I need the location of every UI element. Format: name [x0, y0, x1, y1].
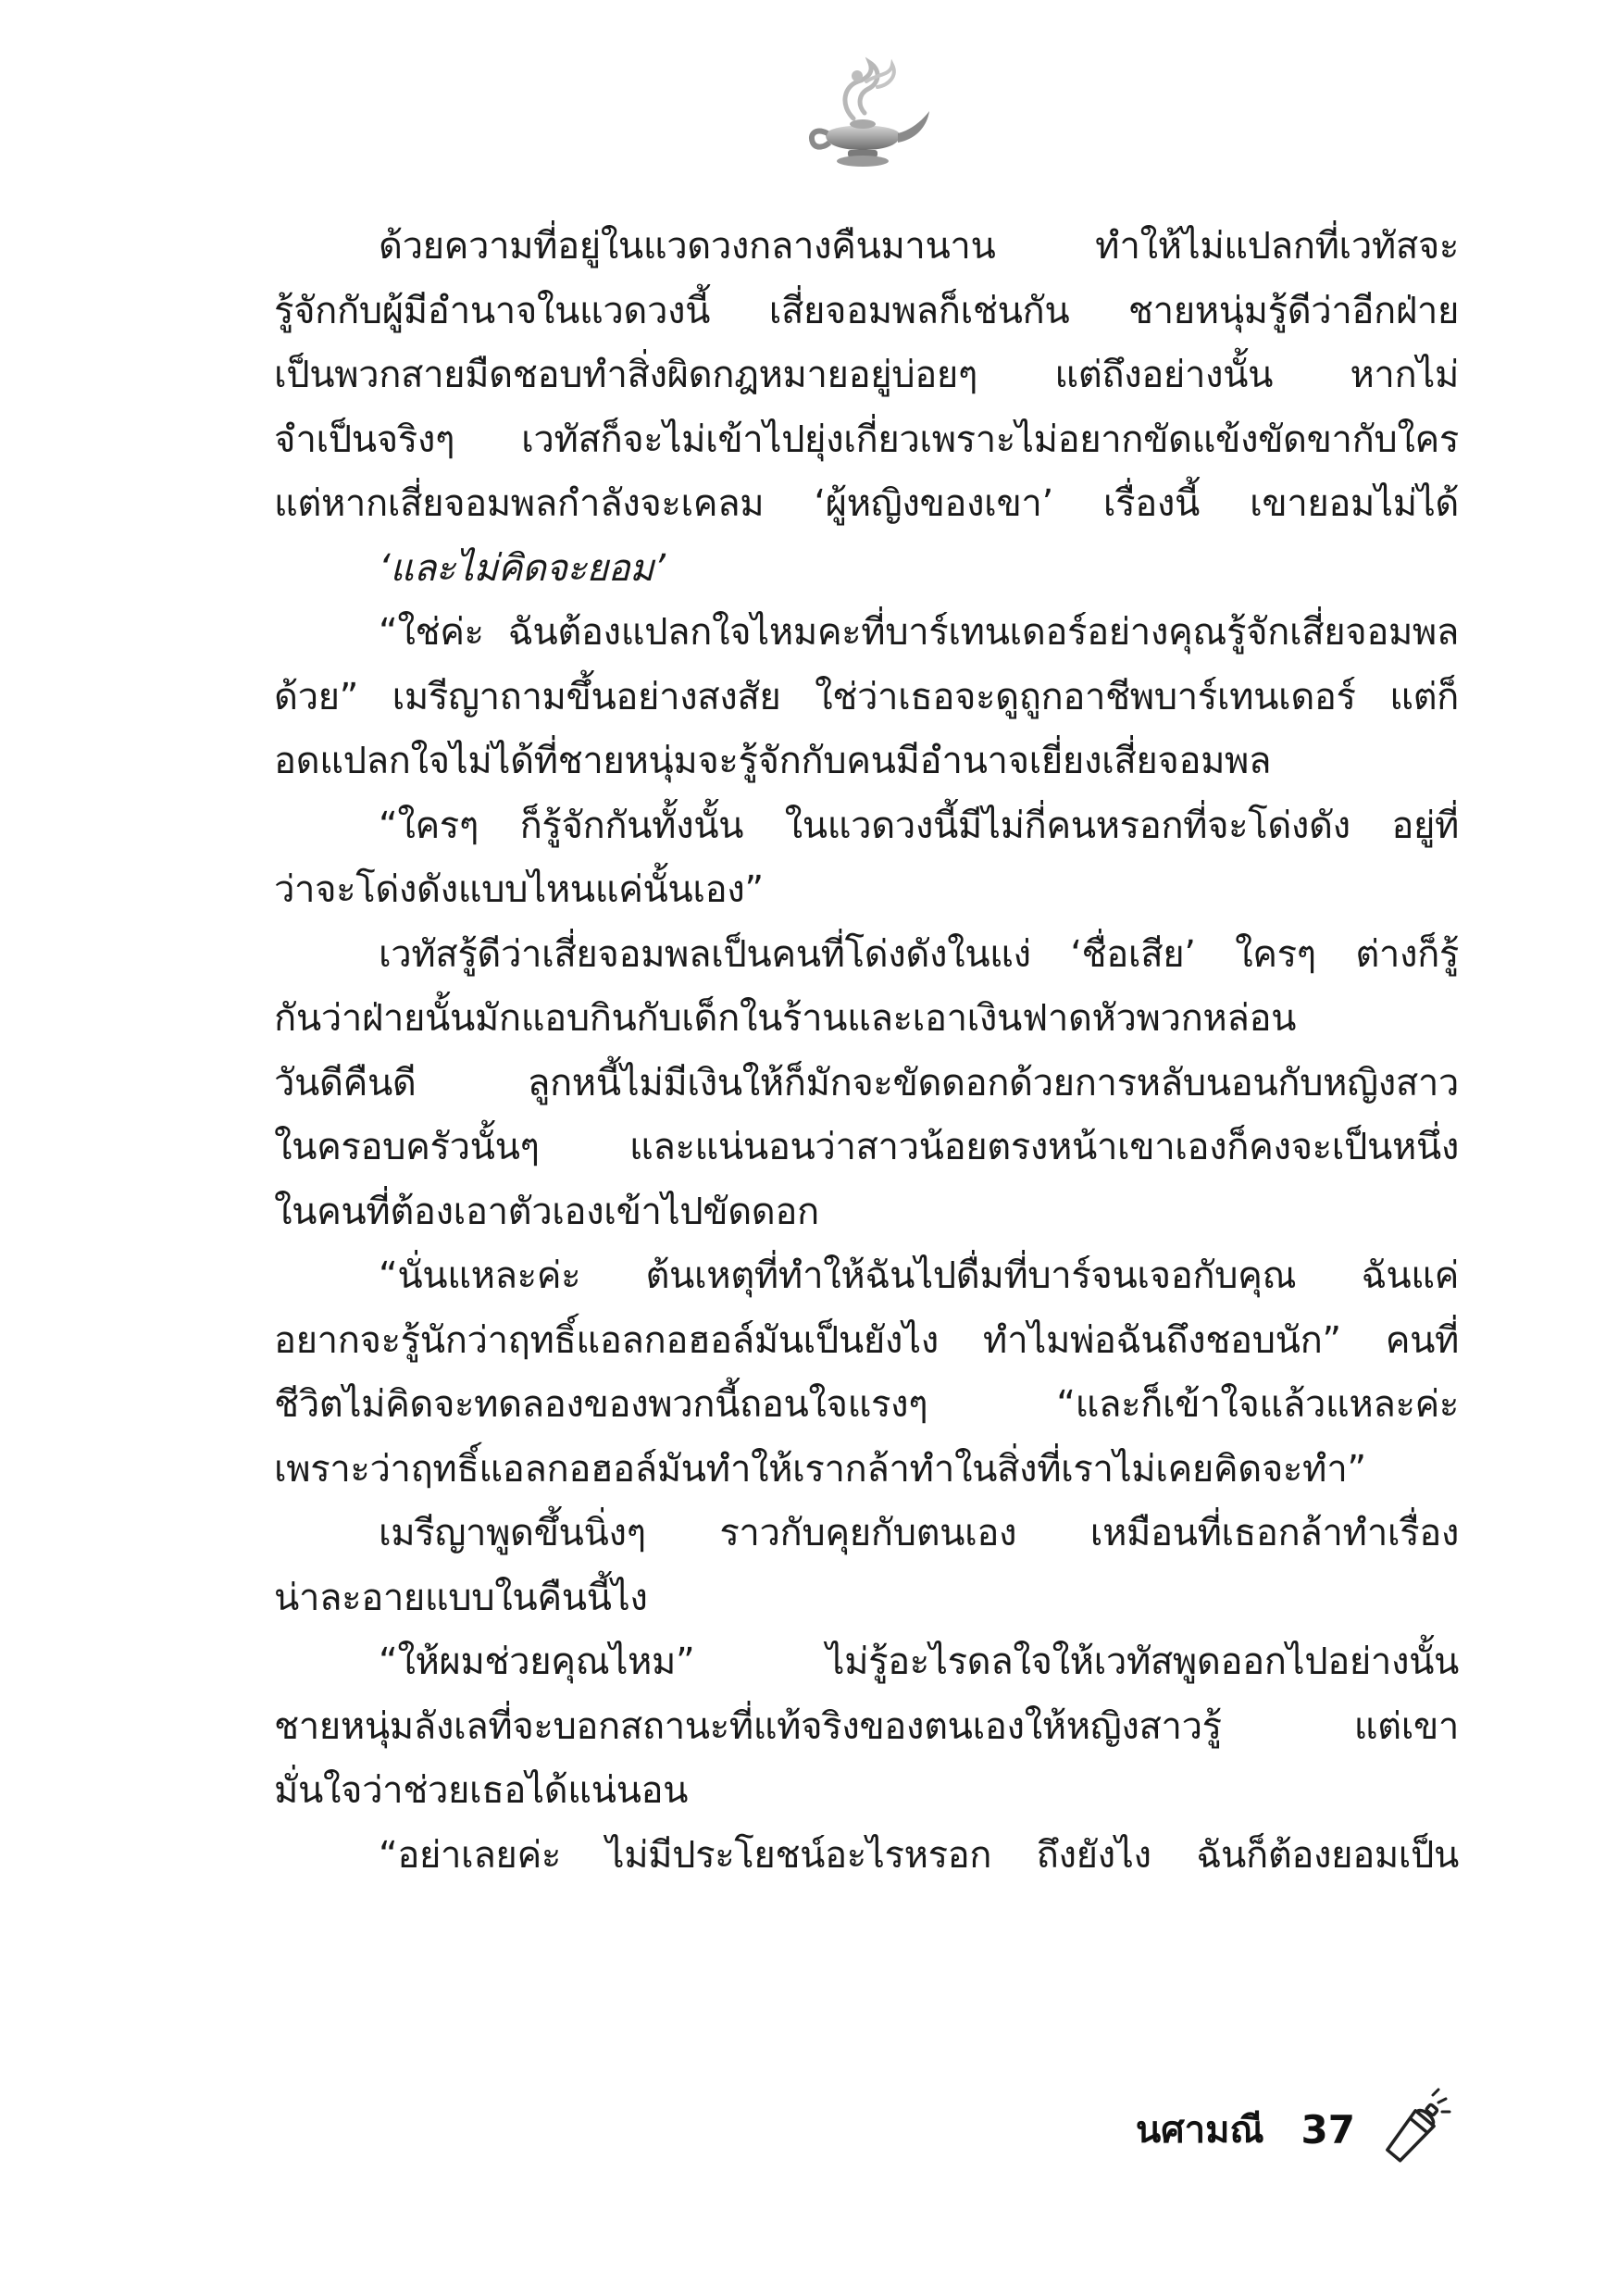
- paragraph-line: วันดีคืนดี ลูกหนี้ไม่มีเงินให้ก็มักจะขัดดอกด้วยการหลับนอนกับหญิงสาว: [274, 1061, 1459, 1104]
- paragraph-line: แต่หากเสี่ยจอมพลกำลังจะเคลม ‘ผู้หญิงของเขา’ เรื่องนี้ เขายอมไม่ได้: [274, 482, 1459, 525]
- book-title: นศามณี: [1135, 2109, 1264, 2152]
- paragraph-line: เมรีญาพูดขึ้นนิ่งๆ ราวกับคุยกับตนเอง เหมือนที่เธอกล้าทำเรื่อง: [379, 1512, 1459, 1554]
- paragraph-line: “ใช่ค่ะ ฉันต้องแปลกใจไหมคะที่บาร์เทนเดอร์อย่างคุณรู้จักเสี่ยจอมพล: [379, 611, 1459, 654]
- page-number: 37: [1301, 2106, 1355, 2152]
- paragraph-line: จำเป็นจริงๆ เวทัสก็จะไม่เข้าไปยุ่งเกี่ยวเพราะไม่อยากขัดแข้งขัดขากับใคร: [274, 418, 1459, 461]
- paragraph-line: กันว่าฝ่ายนั้นมักแอบกินกับเด็กในร้านและเอาเงินฟาดหัวพวกหล่อน: [274, 997, 1297, 1040]
- body-text: [274, 215, 1459, 1888]
- paragraph-line: ชีวิตไม่คิดจะทดลองของพวกนี้ถอนใจแรงๆ “และก็เข้าใจแล้วแหละค่ะ: [274, 1383, 1459, 1426]
- paragraph-line: ด้วยความที่อยู่ในแวดวงกลางคืนมานาน ทำให้ไม่แปลกที่เวทัสจะ: [379, 225, 1459, 268]
- paragraph-line: ‘และไม่คิดจะยอม’: [379, 546, 666, 590]
- paragraph-line: เวทัสรู้ดีว่าเสี่ยจอมพลเป็นคนที่โด่งดังในแง่ ‘ชื่อเสีย’ ใครๆ ต่างก็รู้: [379, 932, 1459, 976]
- paragraph-line: “ใครๆ ก็รู้จักกันทั้งนั้น ในแวดวงนี้มีไม่กี่คนหรอกที่จะโด่งดัง อยู่ที่: [379, 804, 1459, 847]
- paragraph-line: ว่าจะโด่งดังแบบไหนแค่นั้นเอง”: [274, 868, 764, 911]
- paragraph-line: อยากจะรู้นักว่าฤทธิ์แอลกอฮอล์มันเป็นยังไง ทำไมพ่อฉันถึงชอบนัก” คนที่: [274, 1318, 1459, 1362]
- paragraph-line: เป็นพวกสายมืดชอบทำสิ่งผิดกฎหมายอยู่บ่อยๆ แต่ถึงอย่างนั้น หากไม่: [274, 354, 1459, 396]
- paragraph-line: “อย่าเลยค่ะ ไม่มีประโยชน์อะไรหรอก ถึงยังไง ฉันก็ต้องยอมเป็น: [379, 1833, 1459, 1877]
- page-footer: [1136, 2088, 1451, 2171]
- paragraph-line: รู้จักกับผู้มีอำนาจในแวดวงนี้ เสี่ยจอมพลก็เช่นกัน ชายหนุ่มรู้ดีว่าอีกฝ่าย: [274, 289, 1459, 332]
- paragraph-line: น่าละอายแบบในคืนนี้ไง: [274, 1576, 648, 1619]
- paragraph-line: อดแปลกใจไม่ได้ที่ชายหนุ่มจะรู้จักกับคนมีอำนาจเยี่ยงเสี่ยจอมพล: [274, 740, 1272, 782]
- paragraph-line: มั่นใจว่าช่วยเธอได้แน่นอน: [274, 1769, 689, 1812]
- paragraph-line: ในคนที่ต้องเอาตัวเองเข้าไปขัดดอก: [274, 1190, 819, 1233]
- paragraph-line: “นั่นแหละค่ะ ต้นเหตุที่ทำให้ฉันไปดื่มที่บาร์จนเจอกับคุณ ฉันแค่: [379, 1254, 1459, 1297]
- paragraph-line: ชายหนุ่มลังเลที่จะบอกสถานะที่แท้จริงของตนเองให้หญิงสาวรู้ แต่เขา: [274, 1704, 1459, 1748]
- paragraph-line: “ให้ผมช่วยคุณไหม” ไม่รู้อะไรดลใจให้เวทัสพูดออกไปอย่างนั้น: [379, 1641, 1459, 1683]
- paragraph-line: เพราะว่าฤทธิ์แอลกอฮอล์มันทำให้เรากล้าทำในสิ่งที่เราไม่เคยคิดจะทำ”: [274, 1447, 1366, 1491]
- cocktail-shaker-icon: [1372, 2088, 1451, 2171]
- genie-lamp-icon: [789, 54, 937, 174]
- paragraph-line: ด้วย” เมรีญาถามขึ้นอย่างสงสัย ใช่ว่าเธอจะดูถูกอาชีพบาร์เทนเดอร์ แต่ก็: [274, 675, 1459, 718]
- paragraph-line: ในครอบครัวนั้นๆ และแน่นอนว่าสาวน้อยตรงหน้าเขาเองก็คงจะเป็นหนึ่ง: [274, 1126, 1459, 1168]
